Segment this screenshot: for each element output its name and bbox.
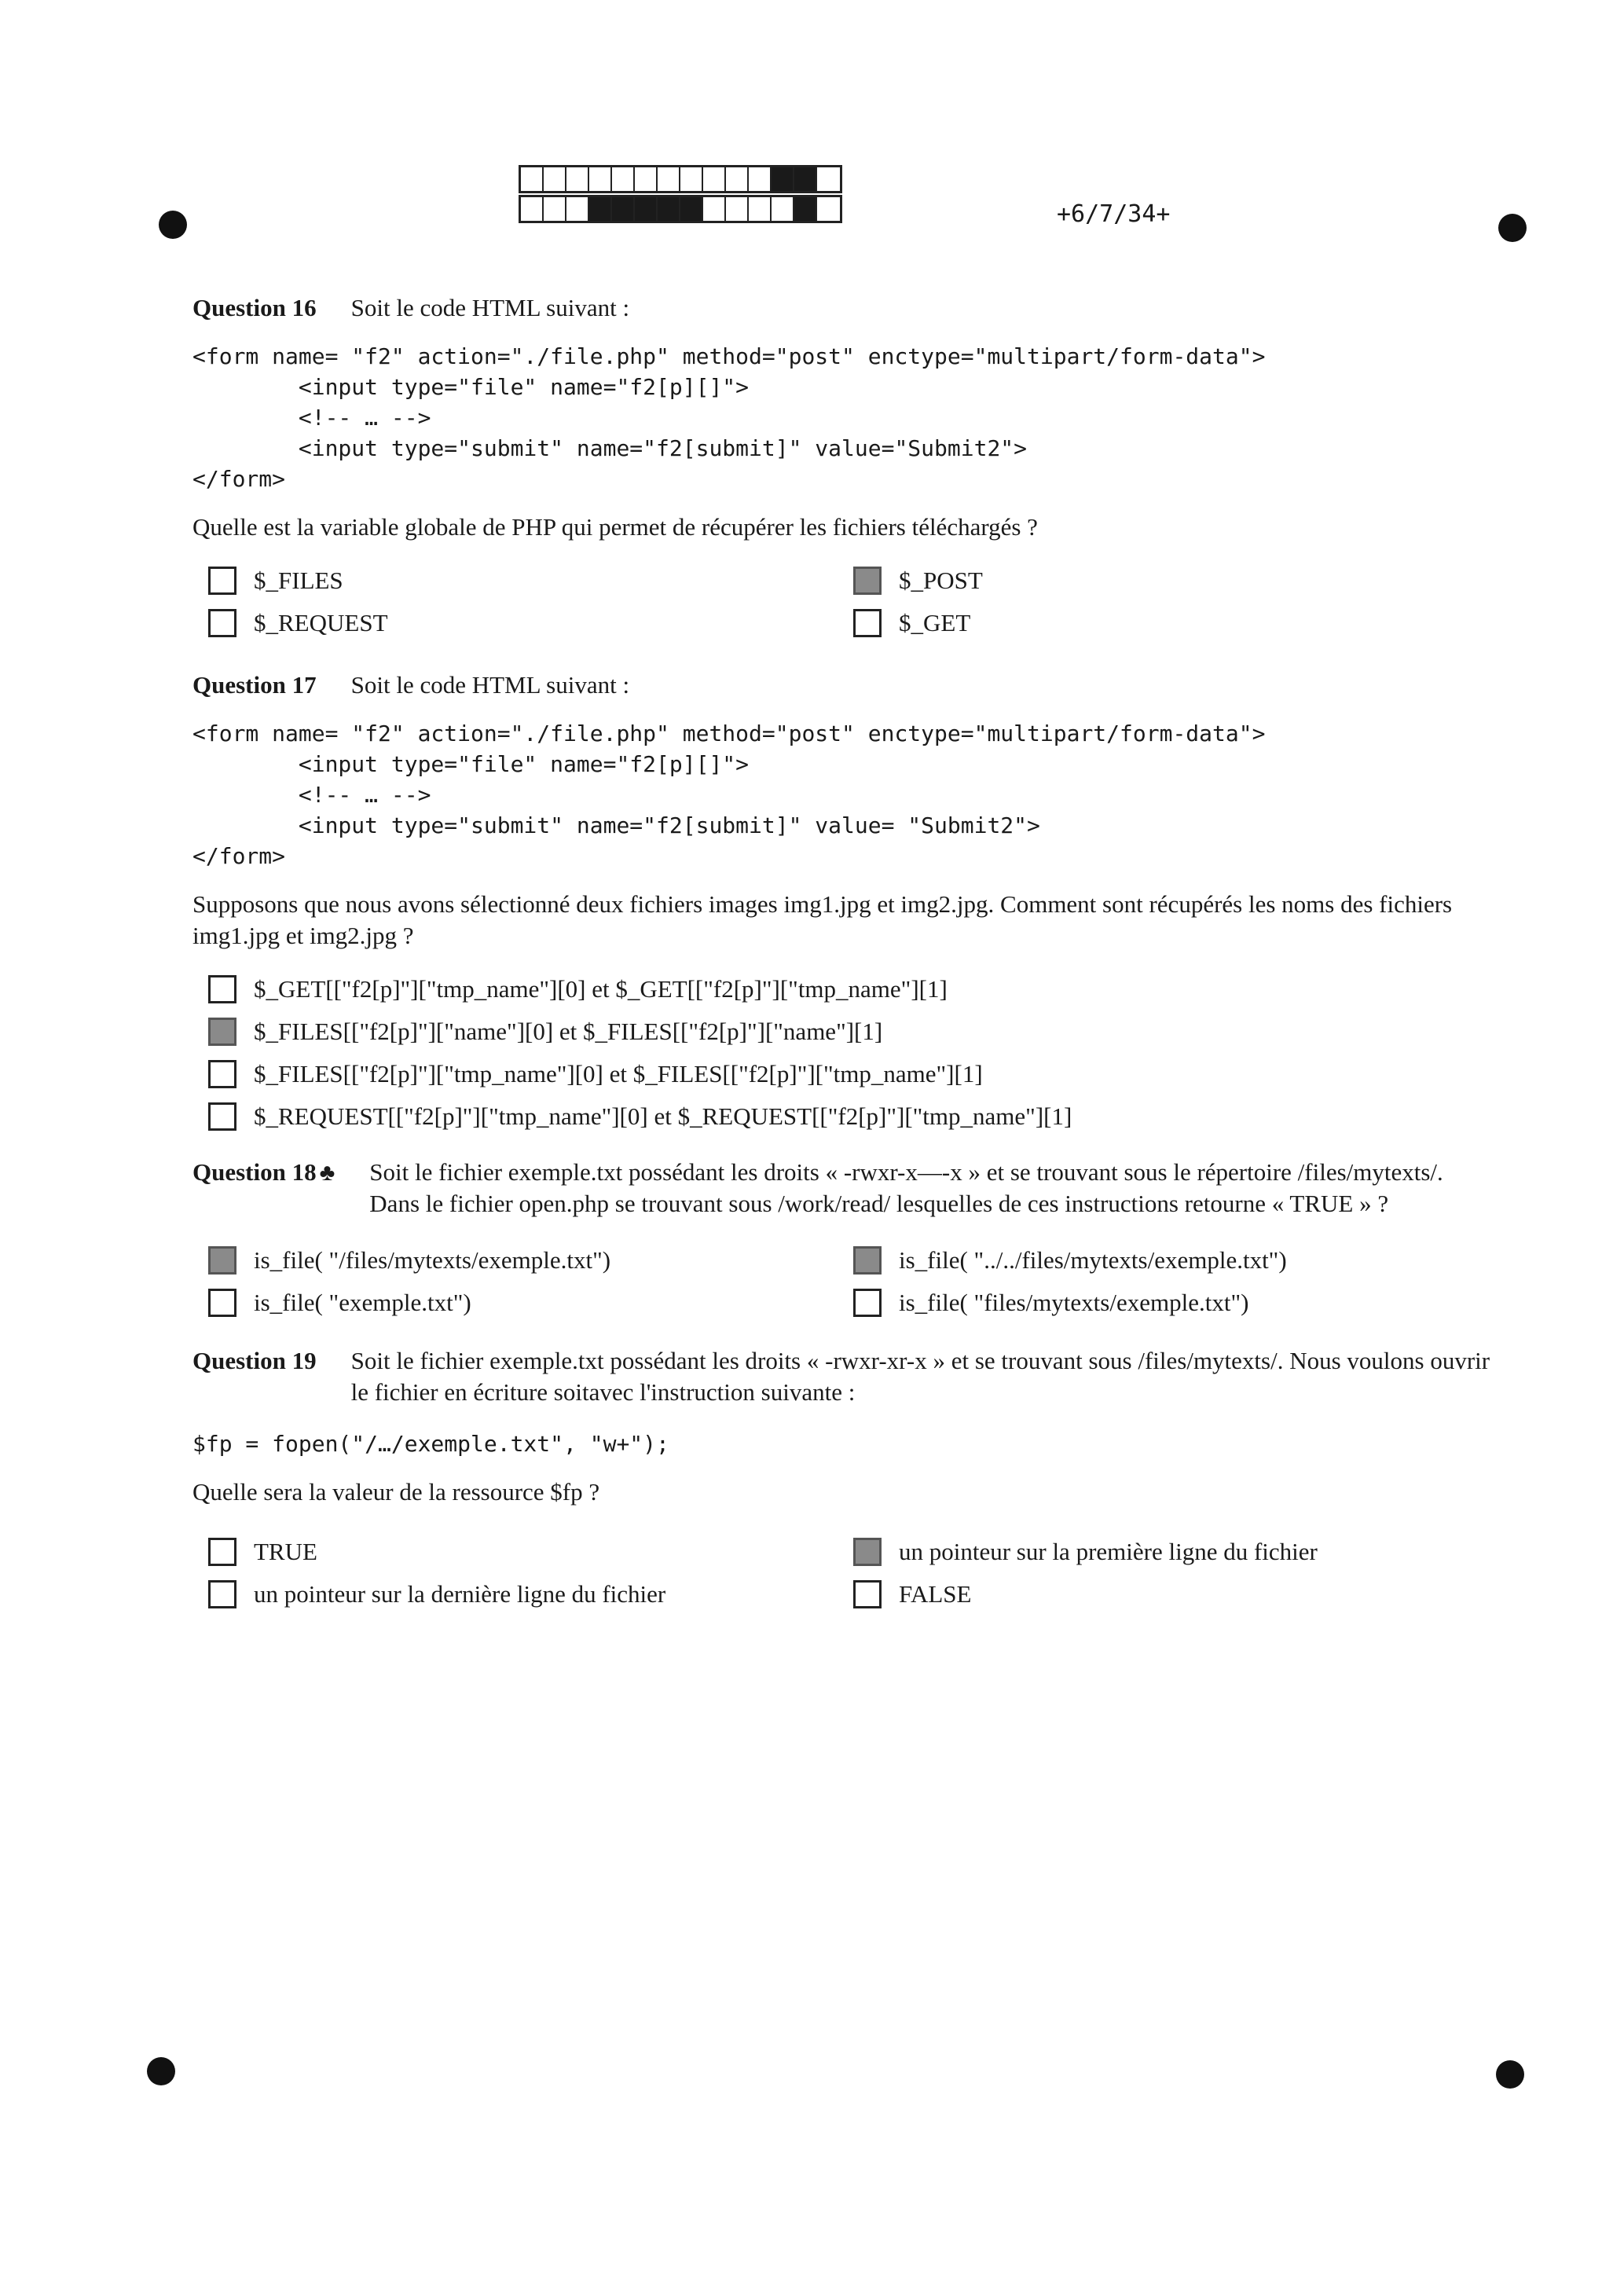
answer-option[interactable] xyxy=(853,1577,1498,1612)
club-icon: ♣ xyxy=(319,1160,335,1186)
option-label: un pointeur sur la dernière ligne du fichier xyxy=(254,1580,666,1608)
question-18 xyxy=(192,1157,1498,1320)
checkbox[interactable] xyxy=(208,1538,236,1566)
answer-option[interactable] xyxy=(208,1577,853,1612)
question-number: Question 16 xyxy=(192,294,317,321)
barcode-cell xyxy=(544,167,566,191)
answer-option[interactable] xyxy=(208,972,1498,1007)
barcode-cell xyxy=(544,197,566,221)
question-17 xyxy=(192,669,1498,1134)
barcode-cell xyxy=(817,167,840,191)
page-id: +6/7/34+ xyxy=(1057,200,1171,228)
option-label: is_file( "/files/mytexts/exemple.txt") xyxy=(254,1246,611,1274)
checkbox[interactable] xyxy=(853,609,882,637)
checkbox[interactable] xyxy=(853,1538,882,1566)
checkbox[interactable] xyxy=(853,1580,882,1608)
checkbox[interactable] xyxy=(208,1246,236,1275)
question-prompt: Supposons que nous avons sélectionné deux fichiers images img1.jpg et img2.jpg. Comment sont récupérés les noms des fichiers img1.jpg et img2.jpg ? xyxy=(192,890,1453,949)
answer-option[interactable] xyxy=(853,1243,1498,1278)
checkbox[interactable] xyxy=(208,1060,236,1088)
barcode-cell xyxy=(521,197,544,221)
option-label: $_REQUEST xyxy=(254,609,388,636)
registration-mark-bottom-right xyxy=(1496,2060,1524,2089)
barcode-cell xyxy=(749,167,772,191)
barcode-cell xyxy=(612,197,635,221)
question-intro: Soit le code HTML suivant : xyxy=(350,671,630,699)
code-block: $fp = fopen("/…/exemple.txt", "w+"); xyxy=(192,1431,669,1457)
answer-option[interactable] xyxy=(208,1243,853,1278)
checkbox[interactable] xyxy=(853,567,882,595)
barcode-cell xyxy=(726,197,749,221)
question-number-text: Question 18 xyxy=(192,1158,317,1186)
checkbox[interactable] xyxy=(208,1580,236,1608)
question-16 xyxy=(192,292,1498,640)
question-intro: Soit le fichier exemple.txt possédant les droits « -rwxr-x—-x » et se trouvant sous le répertoire /files/mytexts/. Dans le fichier open.php se trouvant sous /work/read/ lesquelles de ces instructions retourne « TRUE » ? xyxy=(369,1158,1443,1217)
option-label: $_FILES xyxy=(254,567,343,594)
barcode-cell xyxy=(635,167,658,191)
question-19 xyxy=(192,1345,1498,1612)
option-label: un pointeur sur la première ligne du fichier xyxy=(899,1538,1318,1565)
option-label: $_GET[["f2[p]"]["tmp_name"][0] et $_GET[["f2[p]"]["tmp_name"][1] xyxy=(254,975,948,1003)
option-label: $_FILES[["f2[p]"]["tmp_name"][0] et $_FILES[["f2[p]"]["tmp_name"][1] xyxy=(254,1060,983,1087)
question-number: Question 17 xyxy=(192,671,317,699)
checkbox[interactable] xyxy=(853,1246,882,1275)
checkbox[interactable] xyxy=(208,609,236,637)
barcode-cell xyxy=(794,167,817,191)
answer-option[interactable] xyxy=(208,563,853,598)
option-label: is_file( "../../files/mytexts/exemple.txt") xyxy=(899,1246,1287,1274)
question-prompt: Quelle est la variable globale de PHP qui permet de récupérer les fichiers téléchargés ? xyxy=(192,513,1038,541)
code-block: <form name= "f2" action="./file.php" method="post" enctype="multipart/form-data"> <input type="file" name="f2[p][]"> <!-- … --> <input type="submit" name="f2[submit]" value="Submit2"> </form> xyxy=(192,343,1266,492)
answer-options xyxy=(192,1243,1498,1320)
option-label: $_GET xyxy=(899,609,971,636)
barcode-cell xyxy=(589,197,612,221)
barcode-cell xyxy=(658,197,680,221)
question-intro: Soit le code HTML suivant : xyxy=(350,294,630,321)
checkbox[interactable] xyxy=(208,1102,236,1131)
registration-mark-bottom-left xyxy=(147,2057,175,2085)
barcode-cell xyxy=(772,197,794,221)
answer-options xyxy=(192,563,1498,640)
question-intro: Soit le fichier exemple.txt possédant les droits « -rwxr-xr-x » et se trouvant sous /files/mytexts/. Nous voulons ouvrir le fichier en écriture soitavec l'instruction suivante : xyxy=(350,1347,1490,1406)
barcode-cell xyxy=(566,167,589,191)
barcode-cell xyxy=(658,167,680,191)
barcode-cell xyxy=(680,197,703,221)
answer-option[interactable] xyxy=(208,1099,1498,1134)
checkbox[interactable] xyxy=(208,567,236,595)
answer-option[interactable] xyxy=(208,1057,1498,1091)
answer-option[interactable] xyxy=(853,563,1498,598)
option-label: is_file( "files/mytexts/exemple.txt") xyxy=(899,1289,1249,1316)
option-label: TRUE xyxy=(254,1538,317,1565)
answer-options xyxy=(192,972,1498,1134)
option-label: FALSE xyxy=(899,1580,972,1608)
answer-option[interactable] xyxy=(853,606,1498,640)
option-label: $_FILES[["f2[p]"]["name"][0] et $_FILES[["f2[p]"]["name"][1] xyxy=(254,1018,883,1045)
barcode-cell xyxy=(612,167,635,191)
barcode-row-1 xyxy=(519,165,842,193)
registration-mark-top-left xyxy=(159,211,187,239)
question-number xyxy=(192,1157,335,1189)
answer-option[interactable] xyxy=(208,606,853,640)
registration-mark-top-right xyxy=(1498,214,1527,242)
barcode-cell xyxy=(703,197,726,221)
checkbox[interactable] xyxy=(208,1289,236,1317)
code-block: <form name= "f2" action="./file.php" method="post" enctype="multipart/form-data"> <input type="file" name="f2[p][]"> <!-- … --> <input type="submit" name="f2[submit]" value= "Submit2"> </form> xyxy=(192,721,1266,869)
option-label: $_REQUEST[["f2[p]"]["tmp_name"][0] et $_REQUEST[["f2[p]"]["tmp_name"][1] xyxy=(254,1102,1072,1130)
question-number: Question 19 xyxy=(192,1347,317,1374)
barcode-cell xyxy=(635,197,658,221)
barcode-cell xyxy=(817,197,840,221)
barcode-cell xyxy=(680,167,703,191)
checkbox[interactable] xyxy=(208,1018,236,1046)
barcode-cell xyxy=(521,167,544,191)
question-prompt: Quelle sera la valeur de la ressource $fp ? xyxy=(192,1478,600,1506)
option-label: $_POST xyxy=(899,567,983,594)
answer-options xyxy=(192,1535,1498,1612)
checkbox[interactable] xyxy=(208,975,236,1003)
option-label: is_file( "exemple.txt") xyxy=(254,1289,471,1316)
barcode-cell xyxy=(772,167,794,191)
answer-option[interactable] xyxy=(853,1286,1498,1320)
barcode-cell xyxy=(703,167,726,191)
answer-option[interactable] xyxy=(208,1286,853,1320)
answer-option[interactable] xyxy=(853,1535,1498,1569)
barcode-cell xyxy=(589,167,612,191)
barcode-row-2 xyxy=(519,195,842,223)
answer-option[interactable] xyxy=(208,1535,853,1569)
checkbox[interactable] xyxy=(853,1289,882,1317)
barcode-cell xyxy=(749,197,772,221)
barcode-cell xyxy=(794,197,817,221)
answer-option[interactable] xyxy=(208,1014,1498,1049)
barcode-cell xyxy=(726,167,749,191)
barcode-cell xyxy=(566,197,589,221)
